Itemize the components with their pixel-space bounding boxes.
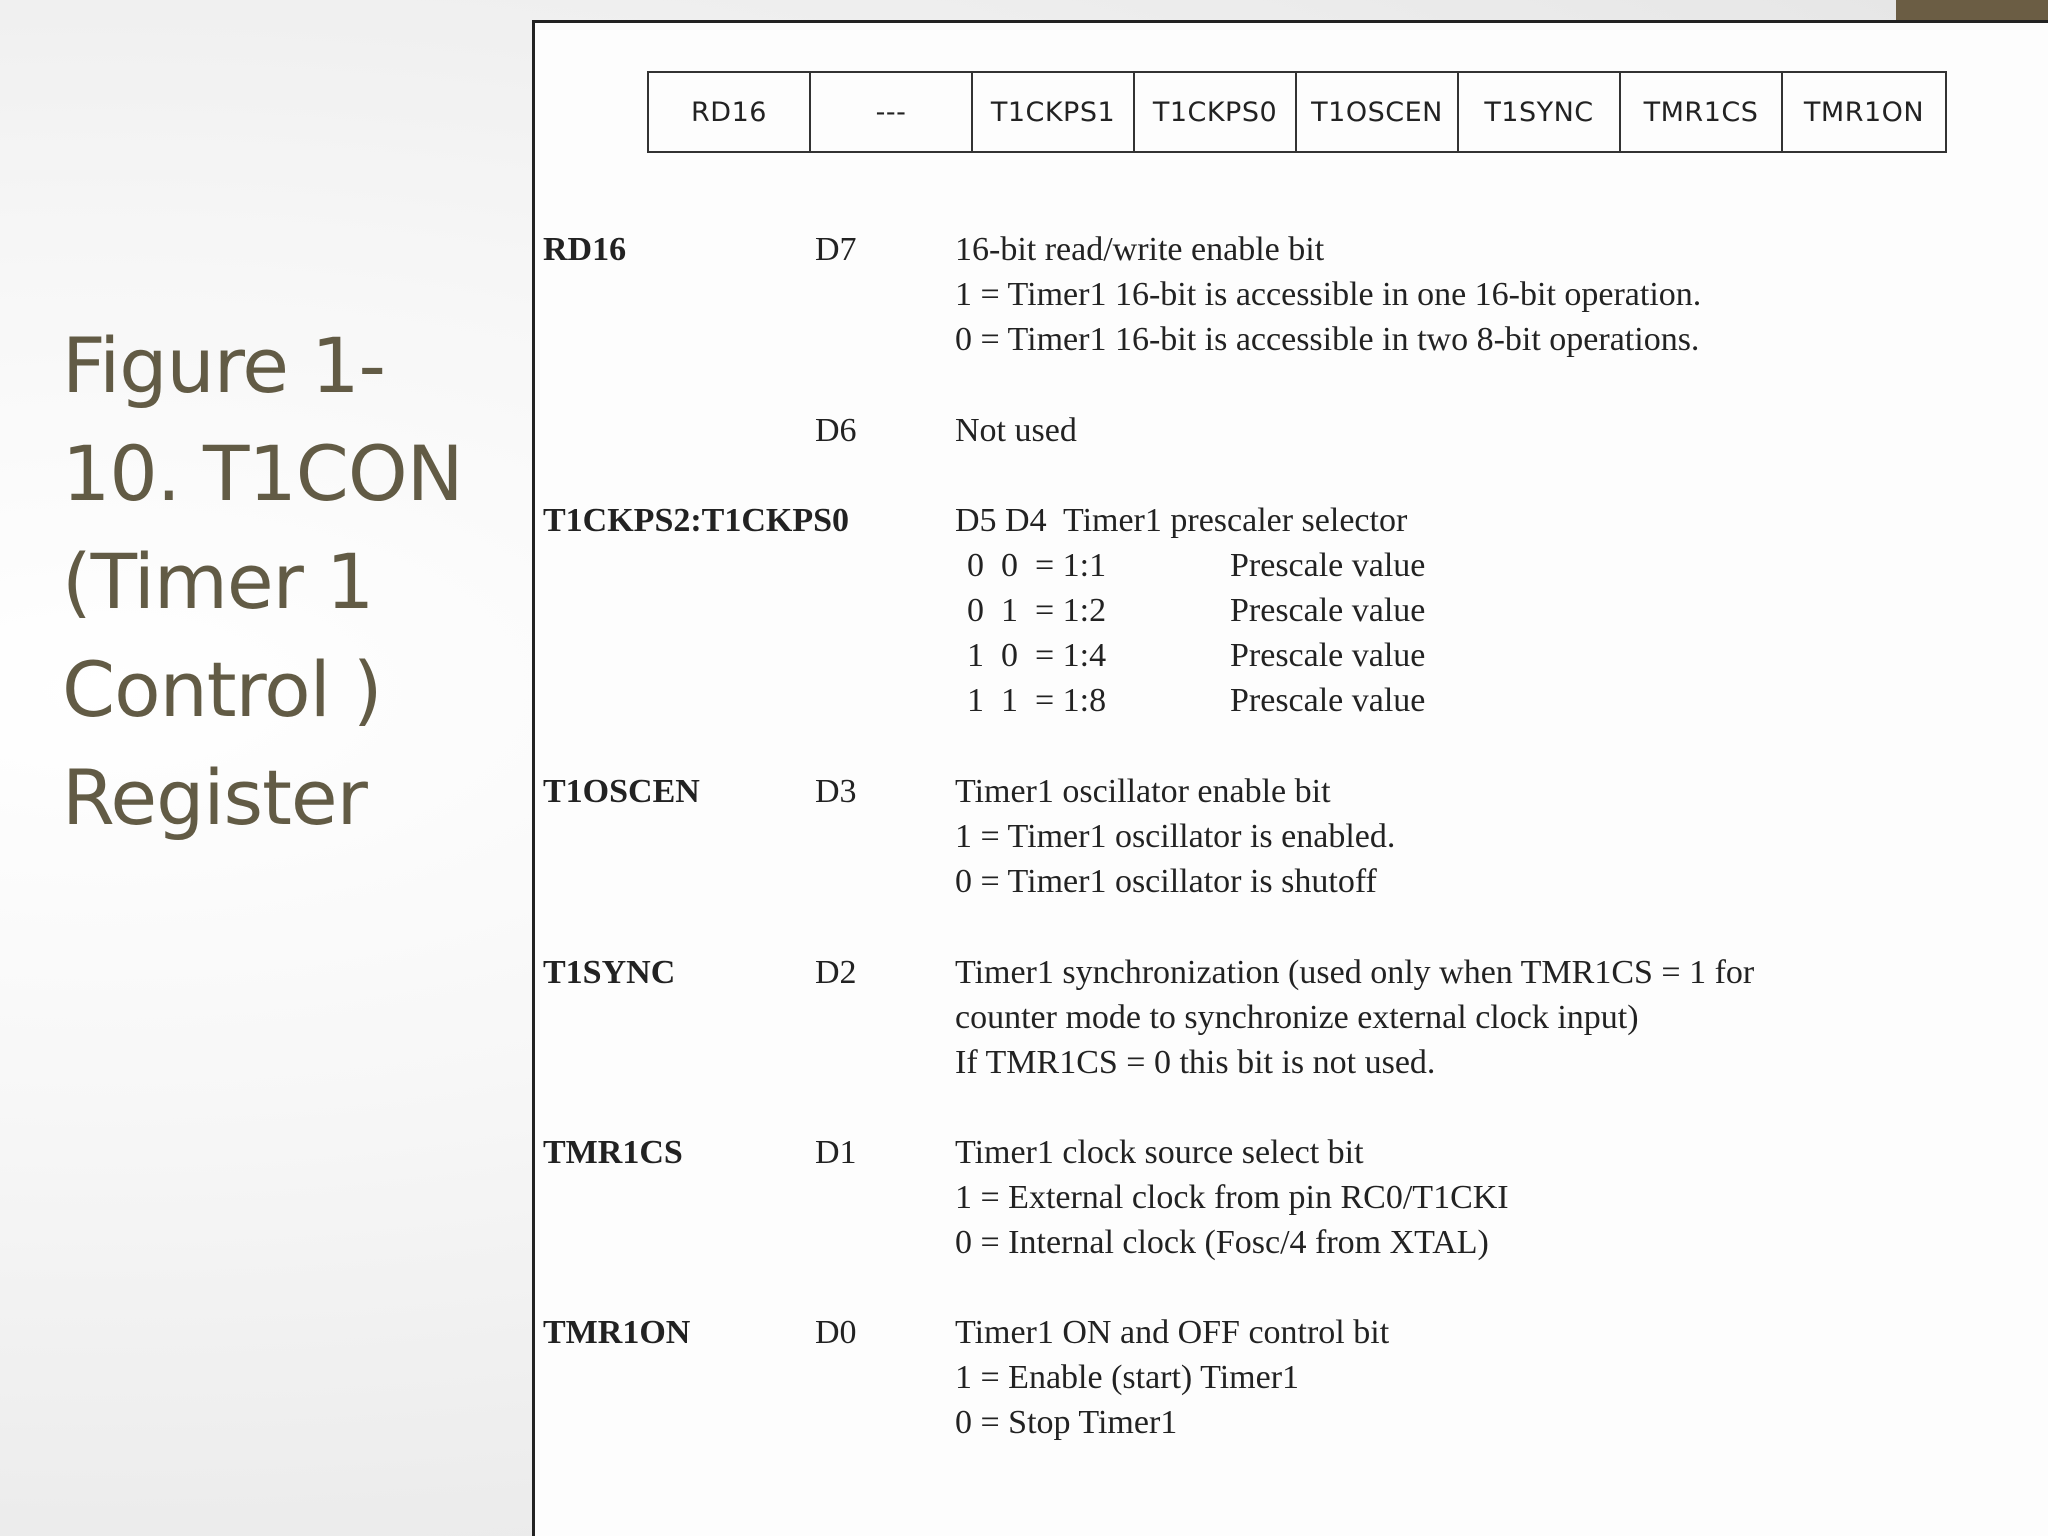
bit-position: D7 (815, 231, 857, 268)
register-bit-table (647, 71, 1947, 153)
description-line: 0 = Internal clock (Fosc/4 from XTAL) (955, 1224, 1489, 1261)
bit-name: TMR1ON (543, 1314, 691, 1351)
bit-name: TMR1CS (543, 1134, 683, 1171)
prescaler-row (955, 633, 2035, 678)
description-line: counter mode to synchronize external clock input) (955, 999, 1639, 1036)
prescaler-code: 0 0 = 1:1 (967, 547, 1107, 584)
description-line: If TMR1CS = 0 this bit is not used. (955, 1044, 1436, 1081)
bit-position: D2 (815, 954, 857, 991)
title-line: Register (62, 753, 367, 842)
title-line: Figure 1- (62, 321, 385, 410)
register-bit-cell: TMR1ON (1803, 96, 1925, 128)
prescaler-code: 1 0 = 1:4 (967, 637, 1107, 674)
register-bit-cell: T1OSCEN (1297, 73, 1459, 151)
bit-description (955, 1130, 2035, 1265)
bit-position: D6 (815, 412, 857, 449)
description-line: Timer1 synchronization (used only when TMR1CS = 1 for (955, 954, 1755, 991)
bit-description (955, 498, 2035, 723)
corner-accent (1896, 0, 2048, 20)
bit-position: D0 (815, 1314, 857, 1351)
prescaler-header: D5 D4 Timer1 prescaler selector (955, 502, 1408, 539)
bit-description (955, 408, 2035, 453)
bit-position: D3 (815, 773, 857, 810)
bit-description (955, 227, 2035, 362)
prescaler-row (955, 678, 2035, 723)
slide-title (62, 312, 502, 852)
register-bit-cell: RD16 (649, 73, 811, 151)
description-line: 0 = Timer1 oscillator is shutoff (955, 863, 1377, 900)
bit-name: T1OSCEN (543, 773, 700, 810)
prescaler-label: Prescale value (1230, 547, 1426, 584)
description-line: Timer1 oscillator enable bit (955, 773, 1331, 810)
register-bit-cell: T1CKPS0 (1135, 73, 1297, 151)
bit-name: RD16 (543, 231, 627, 268)
description-line: 1 = External clock from pin RC0/T1CKI (955, 1179, 1509, 1216)
bit-name: T1SYNC (543, 954, 676, 991)
bit-description (955, 1310, 2035, 1445)
description-line: 0 = Stop Timer1 (955, 1404, 1178, 1441)
bit-name: T1CKPS2:T1CKPS0 (543, 502, 850, 539)
register-bit-cell: T1CKPS1 (973, 73, 1135, 151)
register-figure (532, 20, 2048, 1536)
prescaler-code: 0 1 = 1:2 (967, 592, 1107, 629)
bit-description (955, 769, 2035, 904)
title-line: 10. T1CON (62, 429, 463, 518)
description-line: 1 = Timer1 16-bit is accessible in one 16-bit operation. (955, 276, 1702, 313)
register-bit-cell: --- (811, 73, 973, 151)
description-line: Timer1 clock source select bit (955, 1134, 1364, 1171)
bit-description (955, 950, 2035, 1085)
prescaler-label: Prescale value (1230, 637, 1426, 674)
description-line: 16-bit read/write enable bit (955, 231, 1325, 268)
description-line: 1 = Enable (start) Timer1 (955, 1359, 1300, 1396)
bit-position: D1 (815, 1134, 857, 1171)
register-bit-cell: TMR1CS (1621, 73, 1783, 151)
register-bit-cell: T1SYNC (1459, 73, 1621, 151)
description-line: 1 = Timer1 oscillator is enabled. (955, 818, 1396, 855)
description-line: Timer1 ON and OFF control bit (955, 1314, 1390, 1351)
description-line: 0 = Timer1 16-bit is accessible in two 8-bit operations. (955, 321, 1700, 358)
title-line: (Timer 1 (62, 537, 374, 626)
prescaler-row (955, 588, 2035, 633)
prescaler-code: 1 1 = 1:8 (967, 682, 1107, 719)
prescaler-row (955, 543, 2035, 588)
description-line: Not used (955, 412, 1077, 449)
prescaler-label: Prescale value (1230, 682, 1426, 719)
prescaler-label: Prescale value (1230, 592, 1426, 629)
title-line: Control ) (62, 645, 382, 734)
